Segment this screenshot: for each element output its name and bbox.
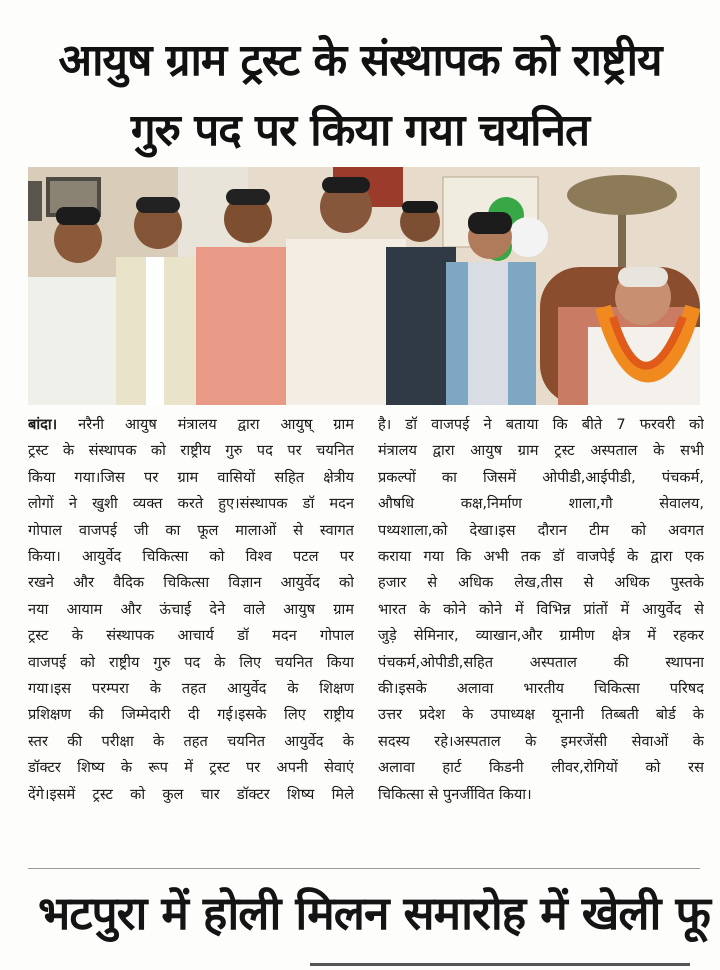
article-line: प्रकल्पों का जिसमें ओपीडी,आईपीडी, पंचकर्म, — [378, 468, 704, 486]
article-line: औषधि कक्ष,निर्माण शाला,गौ सेवालय, — [378, 495, 704, 513]
article-line: भारत के कोने कोने में विभिन्न प्रांतों में आयुर्वेद से — [378, 600, 704, 618]
article-line: पथ्यशाला,को देखा।इस दौरान टीम को अवगत — [378, 521, 704, 539]
article-line: उत्तर प्रदेश के उपाध्यक्ष यूनानी तिब्बती बोर्ड के — [378, 706, 704, 724]
article-line: रखने और वैदिक चिकित्सा विज्ञान आयुर्वेद को — [28, 574, 354, 592]
group-photo-illustration — [28, 167, 700, 405]
article-line: बांदा। नरैनी आयुष मंत्रालय द्वारा आयुष् ग्राम — [28, 416, 354, 433]
article-line: पंचकर्म,ओपीडी,सहित अस्पताल की स्थापना — [378, 653, 704, 671]
article-line: किया गया।जिस पर ग्राम वासियों सहित क्षेत्रीय — [28, 468, 354, 486]
article-line: चिकित्सा से पुनर्जीवित किया। — [378, 785, 532, 803]
article-line: वाजपई को राष्ट्रीय गुरु पद के लिए चयनित किया — [28, 653, 354, 671]
article-line: स्तर की परीक्षा के तहत चयनित आयुर्वेद के — [28, 732, 354, 750]
article-line: डॉक्टर शिष्य के रूप में ट्रस्ट पर अपनी सेवाएं — [28, 759, 354, 777]
news-photo — [28, 167, 700, 405]
article-line: किया। आयुर्वेद चिकित्सा को विश्व पटल पर — [28, 548, 354, 566]
article-line: ट्रस्ट के संस्थापक आचार्य डॉ मदन गोपाल — [28, 627, 354, 645]
article-line: प्रशिक्षण की जिम्मेदारी दी गई।इसके लिए राष्ट्रीय — [28, 706, 354, 724]
article-line: ट्रस्ट के संस्थापक को राष्ट्रीय गुरु पद पर चयनित — [28, 442, 354, 460]
article-line: अलावा हार्ट किडनी लीवर,रोगियों को रस — [378, 759, 704, 777]
article-line: है। डॉ वाजपई ने बताया कि बीते 7 फरवरी को — [378, 416, 704, 433]
article-line: कराया गया कि अभी तक डॉ वाजपेई के द्वारा एक — [378, 548, 704, 566]
article-line: नया आयाम और ऊंचाई देने वाले आयुष ग्राम — [28, 600, 354, 618]
dateline: बांदा। — [28, 416, 58, 433]
article-line: जुड़े सेमिनार, व्याखान,और ग्रामीण क्षेत्र में रहकर — [378, 627, 704, 645]
article-column-1 — [28, 412, 354, 808]
article-line: हजार से अधिक लेख,तीस से अधिक पुस्तके — [378, 574, 704, 592]
next-story-headline: भटपुरा में होली मिलन समारोह में खेली फू — [38, 886, 710, 940]
headline-line-2: गुरु पद पर किया गया चयनित — [130, 105, 590, 156]
article-line: लोगों ने खुशी व्यक्त करते हुए।संस्थापक डॉ मदन — [28, 495, 354, 513]
section-divider — [28, 868, 700, 869]
article-line: गोपाल वाजपई जी का फूल मालाओं से स्वागत — [28, 521, 354, 539]
article-column-2 — [378, 412, 704, 808]
article-line: सदस्य रहे।अस्पताल के इमरजेंसी सेवाओं के — [378, 732, 704, 750]
article-line: गया।इस परम्परा के तहत आयुर्वेद के शिक्षण — [28, 680, 354, 698]
bottom-divider — [310, 963, 690, 966]
article-line: देंगे।इसमें ट्रस्ट को कुल चार डॉक्टर शिष्य मिले — [28, 785, 354, 803]
article-line: की।इसके अलावा भारतीय चिकित्सा परिषद — [378, 680, 704, 698]
headline-line-1: आयुष ग्राम ट्रस्ट के संस्थापक को राष्ट्रीय — [58, 35, 662, 86]
article-line: मंत्रालय द्वारा आयुष ग्राम ट्रस्ट अस्पताल के सभी — [378, 442, 704, 460]
